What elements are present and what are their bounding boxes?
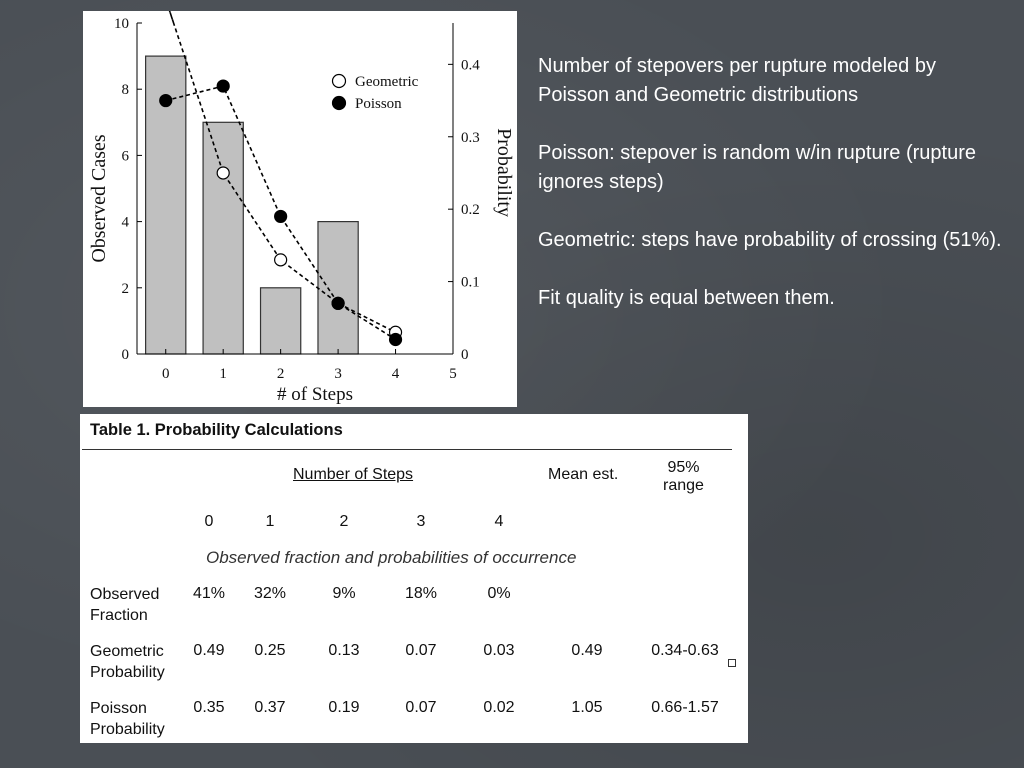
chart-panel [83, 11, 517, 407]
row-label-line: Probability [90, 664, 165, 681]
table-cell: 0.13 [328, 642, 360, 659]
y2-tick-label: 0.4 [461, 57, 480, 74]
table-cell: 0.37 [254, 699, 286, 716]
note-4: Fit quality is equal between them. [538, 287, 835, 309]
x-tick-label: 0 [161, 366, 170, 382]
bar-1 [203, 122, 243, 354]
table-cell: 18% [404, 585, 438, 602]
resize-handle[interactable] [728, 659, 736, 667]
row-label-observed [90, 584, 159, 626]
series-line-geometric [166, 11, 396, 332]
table-group-header: Number of Steps [293, 466, 414, 483]
table-range-header-2: range [663, 477, 704, 494]
table-cell: 0.07 [405, 699, 437, 716]
section-caption: Observed fraction and probabilities of occurrence [206, 548, 577, 567]
point-poisson [275, 210, 287, 222]
table-cell: 0.07 [405, 642, 437, 659]
point-poisson [390, 334, 402, 346]
y-tick-label: 6 [121, 148, 129, 165]
chart-svg [83, 11, 517, 407]
step-label-4: 4 [494, 513, 504, 530]
y2-tick-label: 0 [461, 347, 469, 363]
y-tick-label: 4 [121, 214, 129, 231]
step-label-0: 0 [204, 513, 214, 530]
table-cell: 41% [192, 585, 226, 602]
row-label-geometric [90, 641, 165, 683]
row-label-line: Fraction [90, 607, 148, 624]
notes-panel [538, 52, 1008, 342]
row-label-line: Geometric [90, 643, 164, 660]
y-tick-label: 0 [121, 347, 129, 363]
x-tick-label: 1 [219, 366, 227, 382]
point-geometric [217, 167, 229, 179]
step-label-2: 2 [339, 513, 349, 530]
range-cell: 0.66-1.57 [651, 699, 719, 716]
row-label-poisson [90, 698, 165, 740]
note-3: Geometric: steps have probability of crossing (51%). [538, 229, 1002, 251]
y2-tick-label: 0.3 [461, 129, 480, 146]
point-poisson [217, 80, 229, 92]
x-tick-label: 5 [449, 366, 457, 382]
note-1: Number of stepovers per rupture modeled by Poisson and Geometric distributions [538, 55, 936, 106]
table-cell: 0.03 [483, 642, 515, 659]
point-poisson [332, 297, 344, 309]
y2-tick-label: 0.1 [461, 274, 480, 291]
note-2: Poisson: stepover is random w/in rupture (rupture ignores steps) [538, 142, 976, 193]
table-cell: 0.25 [254, 642, 286, 659]
row-label-line: Observed [90, 586, 160, 603]
mean-cell: 1.05 [571, 699, 603, 716]
table-cell: 0.35 [193, 699, 225, 716]
point-geometric [275, 254, 287, 266]
y-tick-label: 8 [121, 82, 129, 99]
table-cell: 0.49 [193, 642, 225, 659]
table-cell: 0% [487, 585, 511, 602]
mean-cell: 0.49 [571, 642, 603, 659]
y-axis-label: Observed Cases [88, 134, 110, 263]
step-label-1: 1 [265, 513, 275, 530]
table-title: Table 1. Probability Calculations [90, 421, 343, 439]
range-cell: 0.34-0.63 [651, 642, 719, 659]
row-label-line: Probability [90, 721, 165, 738]
y2-axis-label: Probability [493, 128, 515, 217]
point-poisson [160, 95, 172, 107]
legend-label-poisson: Poisson [355, 96, 402, 112]
x-tick-label: 2 [276, 366, 285, 382]
table-panel [80, 414, 748, 743]
table-cell: 32% [253, 585, 287, 602]
table-title-rule [82, 449, 732, 450]
bar-3 [318, 222, 358, 354]
y2-tick-label: 0.2 [461, 202, 480, 219]
x-tick-label: 3 [334, 366, 342, 382]
y-tick-label: 10 [114, 16, 129, 32]
table-cell: 0.19 [328, 699, 360, 716]
x-axis-label: # of Steps [277, 384, 353, 405]
table-mean-header: Mean est. [548, 466, 619, 483]
bar-2 [261, 288, 301, 354]
step-label-3: 3 [416, 513, 426, 530]
legend-marker-geometric [333, 75, 346, 88]
row-label-line: Poisson [90, 700, 147, 717]
legend-marker-poisson [333, 97, 346, 110]
x-tick-label: 4 [391, 366, 400, 382]
legend-label-geometric: Geometric [355, 74, 419, 90]
y-tick-label: 2 [121, 280, 129, 297]
table-cell: 9% [332, 585, 356, 602]
table-range-header-1: 95% [667, 459, 700, 476]
table-cell: 0.02 [483, 699, 515, 716]
